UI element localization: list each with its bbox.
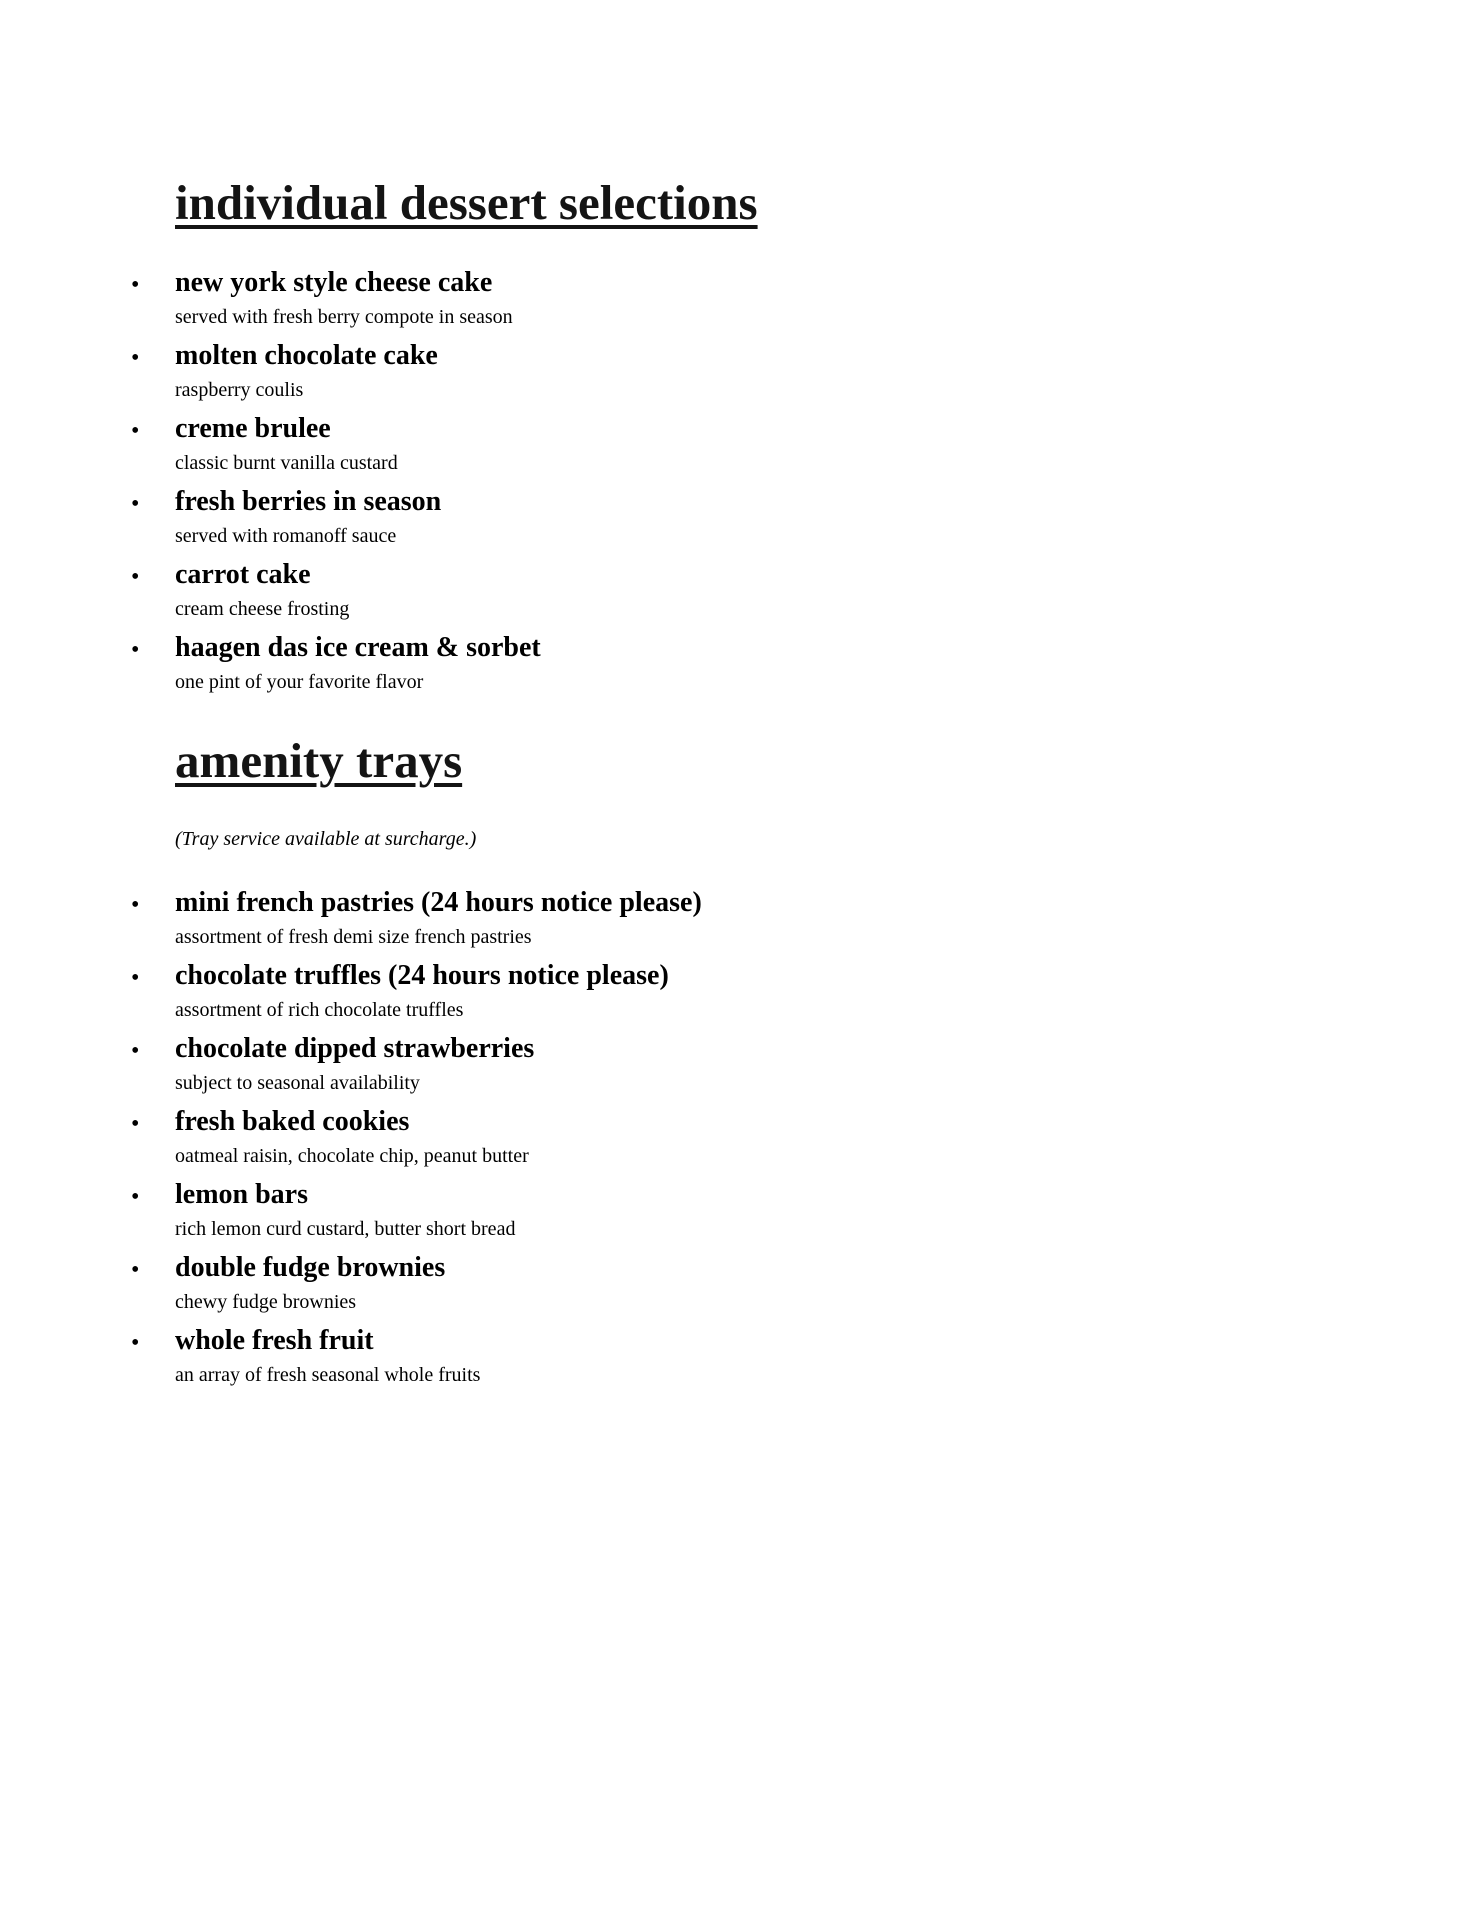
item-name: molten chocolate cake [175, 340, 438, 371]
item-name: carrot cake [175, 559, 311, 590]
item-description: served with fresh berry compote in season [175, 306, 513, 328]
tray-list [131, 884, 1375, 1395]
item-name: whole fresh fruit [175, 1325, 374, 1356]
item-description: rich lemon curd custard, butter short bread [175, 1218, 516, 1240]
item-name: double fudge brownies [175, 1252, 446, 1283]
item-description: served with romanoff sauce [175, 525, 397, 547]
item-description: raspberry coulis [175, 379, 304, 401]
item-name: chocolate dipped strawberries [175, 1033, 535, 1064]
dessert-list [131, 264, 1375, 702]
bullet-icon: • [131, 1330, 140, 1356]
bullet-icon: • [131, 892, 140, 918]
list-item [131, 337, 1375, 410]
bullet-icon: • [131, 1038, 140, 1064]
item-name: creme brulee [175, 413, 331, 444]
list-item [131, 264, 1375, 337]
item-description: oatmeal raisin, chocolate chip, peanut butter [175, 1145, 529, 1167]
item-description: assortment of rich chocolate truffles [175, 999, 464, 1021]
item-name: mini french pastries (24 hours notice please) [175, 887, 702, 918]
bullet-icon: • [131, 1111, 140, 1137]
list-item [131, 884, 1375, 957]
bullet-icon: • [131, 564, 140, 590]
bullet-icon: • [131, 418, 140, 444]
list-item [131, 556, 1375, 629]
item-description: subject to seasonal availability [175, 1072, 420, 1094]
item-name: fresh baked cookies [175, 1106, 410, 1137]
list-item [131, 1030, 1375, 1103]
bullet-icon: • [131, 272, 140, 298]
item-name: chocolate truffles (24 hours notice please) [175, 960, 669, 991]
list-item [131, 629, 1375, 702]
item-name: lemon bars [175, 1179, 308, 1210]
bullet-icon: • [131, 1184, 140, 1210]
item-description: an array of fresh seasonal whole fruits [175, 1364, 481, 1386]
item-description: one pint of your favorite flavor [175, 671, 424, 693]
bullet-icon: • [131, 491, 140, 517]
list-item [131, 1176, 1375, 1249]
item-description: chewy fudge brownies [175, 1291, 357, 1313]
bullet-icon: • [131, 1257, 140, 1283]
item-description: cream cheese frosting [175, 598, 350, 620]
list-item [131, 1322, 1375, 1395]
item-name: new york style cheese cake [175, 267, 493, 298]
list-item [131, 483, 1375, 556]
item-name: haagen das ice cream & sorbet [175, 632, 541, 663]
bullet-icon: • [131, 965, 140, 991]
item-description: assortment of fresh demi size french pastries [175, 926, 532, 948]
list-item [131, 410, 1375, 483]
list-item [131, 957, 1375, 1030]
item-description: classic burnt vanilla custard [175, 452, 398, 474]
item-name: fresh berries in season [175, 486, 442, 517]
bullet-icon: • [131, 345, 140, 371]
desserts-heading: individual dessert selections [175, 175, 758, 230]
list-item [131, 1103, 1375, 1176]
trays-heading: amenity trays [175, 733, 463, 788]
menu-content [131, 170, 1375, 1395]
bullet-icon: • [131, 637, 140, 663]
tray-surcharge-note: (Tray service available at surcharge.) [175, 828, 477, 850]
list-item [131, 1249, 1375, 1322]
